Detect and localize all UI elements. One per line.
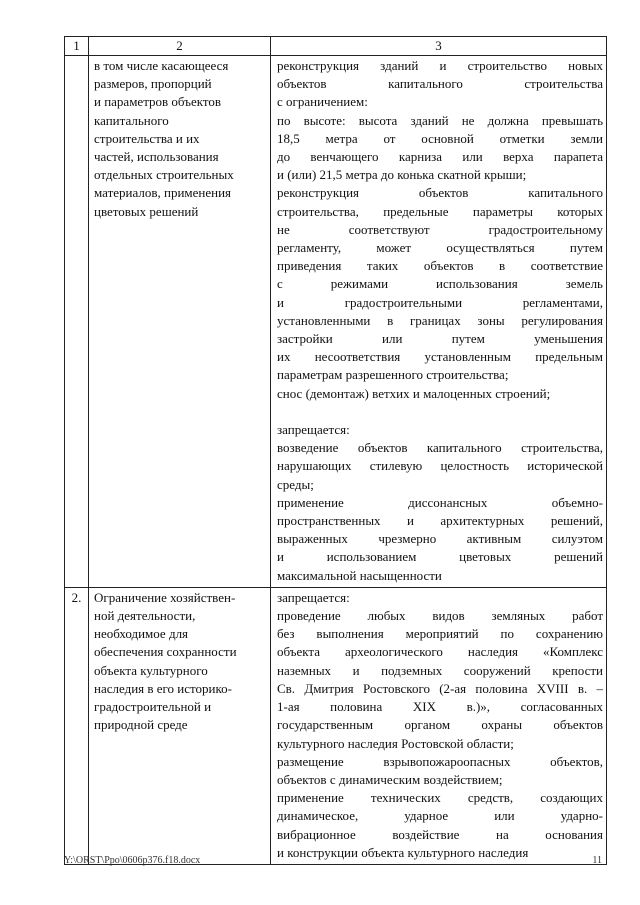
row-number [65,56,89,588]
text-line: материалов, применения [94,185,232,201]
text-line: применение диссонансных объемно- [277,494,603,510]
text-line: и конструкции объекта культурного наследия [277,844,529,860]
text-line: параметрам разрешенного строительства; [277,367,509,383]
row-name [89,587,271,864]
text-line: нарушающих стилевую целостность исторической [277,458,603,474]
text-line: максимальной насыщенности [277,567,442,583]
text-line: динамическое, ударное или ударно- [277,808,603,824]
text-line: строительства и их [94,130,200,146]
text-line: реконструкция объектов капитального [277,185,603,201]
text-line: выраженных чрезмерно активным силуэтом [277,531,603,547]
text-line: с режимами использования земель [277,276,603,292]
text-line: до венчающего карниза или верха парапета [277,149,603,165]
text-line: Св. Дмитрия Ростовского (2-ая половина XVIII в. – [277,680,603,696]
text-line: по высоте: высота зданий не должна превышать [277,112,603,128]
text-line: 18,5 метра от основной отметки земли [277,130,603,146]
text-line: 1-ая половина XIX в.)», согласованных [277,699,603,715]
text-line: их несоответствия установленным предельным [277,349,603,365]
text-line: не соответствуют градостроительному [277,221,603,237]
text-line: объекта археологического наследия «Комплекс [277,644,603,660]
text-line: и использованием цветовых решений [277,549,603,565]
text-line: реконструкция зданий и строительство новых [277,58,603,73]
text-line: установленными в границах зоны регулирования [277,312,603,328]
text-line: размеров, пропорций [94,76,212,92]
text-line [277,403,603,421]
text-line: застройки или путем уменьшения [277,331,603,347]
row-name [89,56,271,588]
header-col-3: 3 [271,37,607,56]
text-line: без выполнения мероприятий по сохранению [277,626,603,642]
text-line: возведение объектов капитального строительства, [277,440,603,456]
text-line: с ограничением: [277,94,368,110]
text-line: наследия в его историко- [94,680,232,696]
text-line: объектов капитального строительства [277,76,603,92]
text-line: градостроительной и [94,699,212,715]
text-line: ной деятельности, [94,608,196,624]
text-line: частей, использования [94,149,219,165]
text-line: и параметров объектов [94,94,222,110]
text-line: пространственных и архитектурных решений, [277,513,603,529]
footer-file-path: Y:\ORST\Ppo\0606p376.f18.docx [64,855,201,866]
text-line: проведение любых видов земляных работ [277,608,603,624]
table-header-row [65,37,607,56]
text-line: применение технических средств, создающих [277,790,603,806]
text-line: объекта культурного [94,662,208,678]
text-line: и (или) 21,5 метра до конька скатной крыши; [277,167,527,183]
text-line: запрещается: [277,589,350,605]
text-line: снос (демонтаж) ветхих и малоценных строений; [277,385,551,401]
footer-page-number: 11 [592,855,602,866]
table-row [65,56,607,588]
text-line: запрещается: [277,422,350,438]
text-line: приведения таких объектов в соответствие [277,258,603,274]
text-line: размещение взрывопожароопасных объектов, [277,753,603,769]
text-line: Ограничение хозяйствен- [94,589,236,605]
text-line: культурного наследия Ростовской области; [277,735,514,751]
table-row [65,587,607,864]
text-line: цветовых решений [94,203,199,219]
row-description [271,56,607,588]
header-col-2: 2 [89,37,271,56]
text-line: строительства, предельные параметры которых [277,203,603,219]
text-line: в том числе касающееся [94,58,229,73]
text-line: среды; [277,476,314,492]
text-line: капитального [94,112,169,128]
text-line: объектов с динамическим воздействием; [277,771,503,787]
text-line: отдельных строительных [94,167,234,183]
row-number: 2. [65,587,89,864]
text-line: природной среде [94,717,188,733]
text-line: обеспечения сохранности [94,644,237,660]
text-line: и градостроительными регламентами, [277,294,603,310]
row-description [271,587,607,864]
document-table [64,36,607,865]
text-line: необходимое для [94,626,189,642]
text-line: регламенту, может осуществляться путем [277,240,603,256]
text-line: вибрационное воздействие на основания [277,826,603,842]
text-line: государственным органом охраны объектов [277,717,603,733]
text-line: наземных и подземных сооружений крепости [277,662,603,678]
header-col-1: 1 [65,37,89,56]
